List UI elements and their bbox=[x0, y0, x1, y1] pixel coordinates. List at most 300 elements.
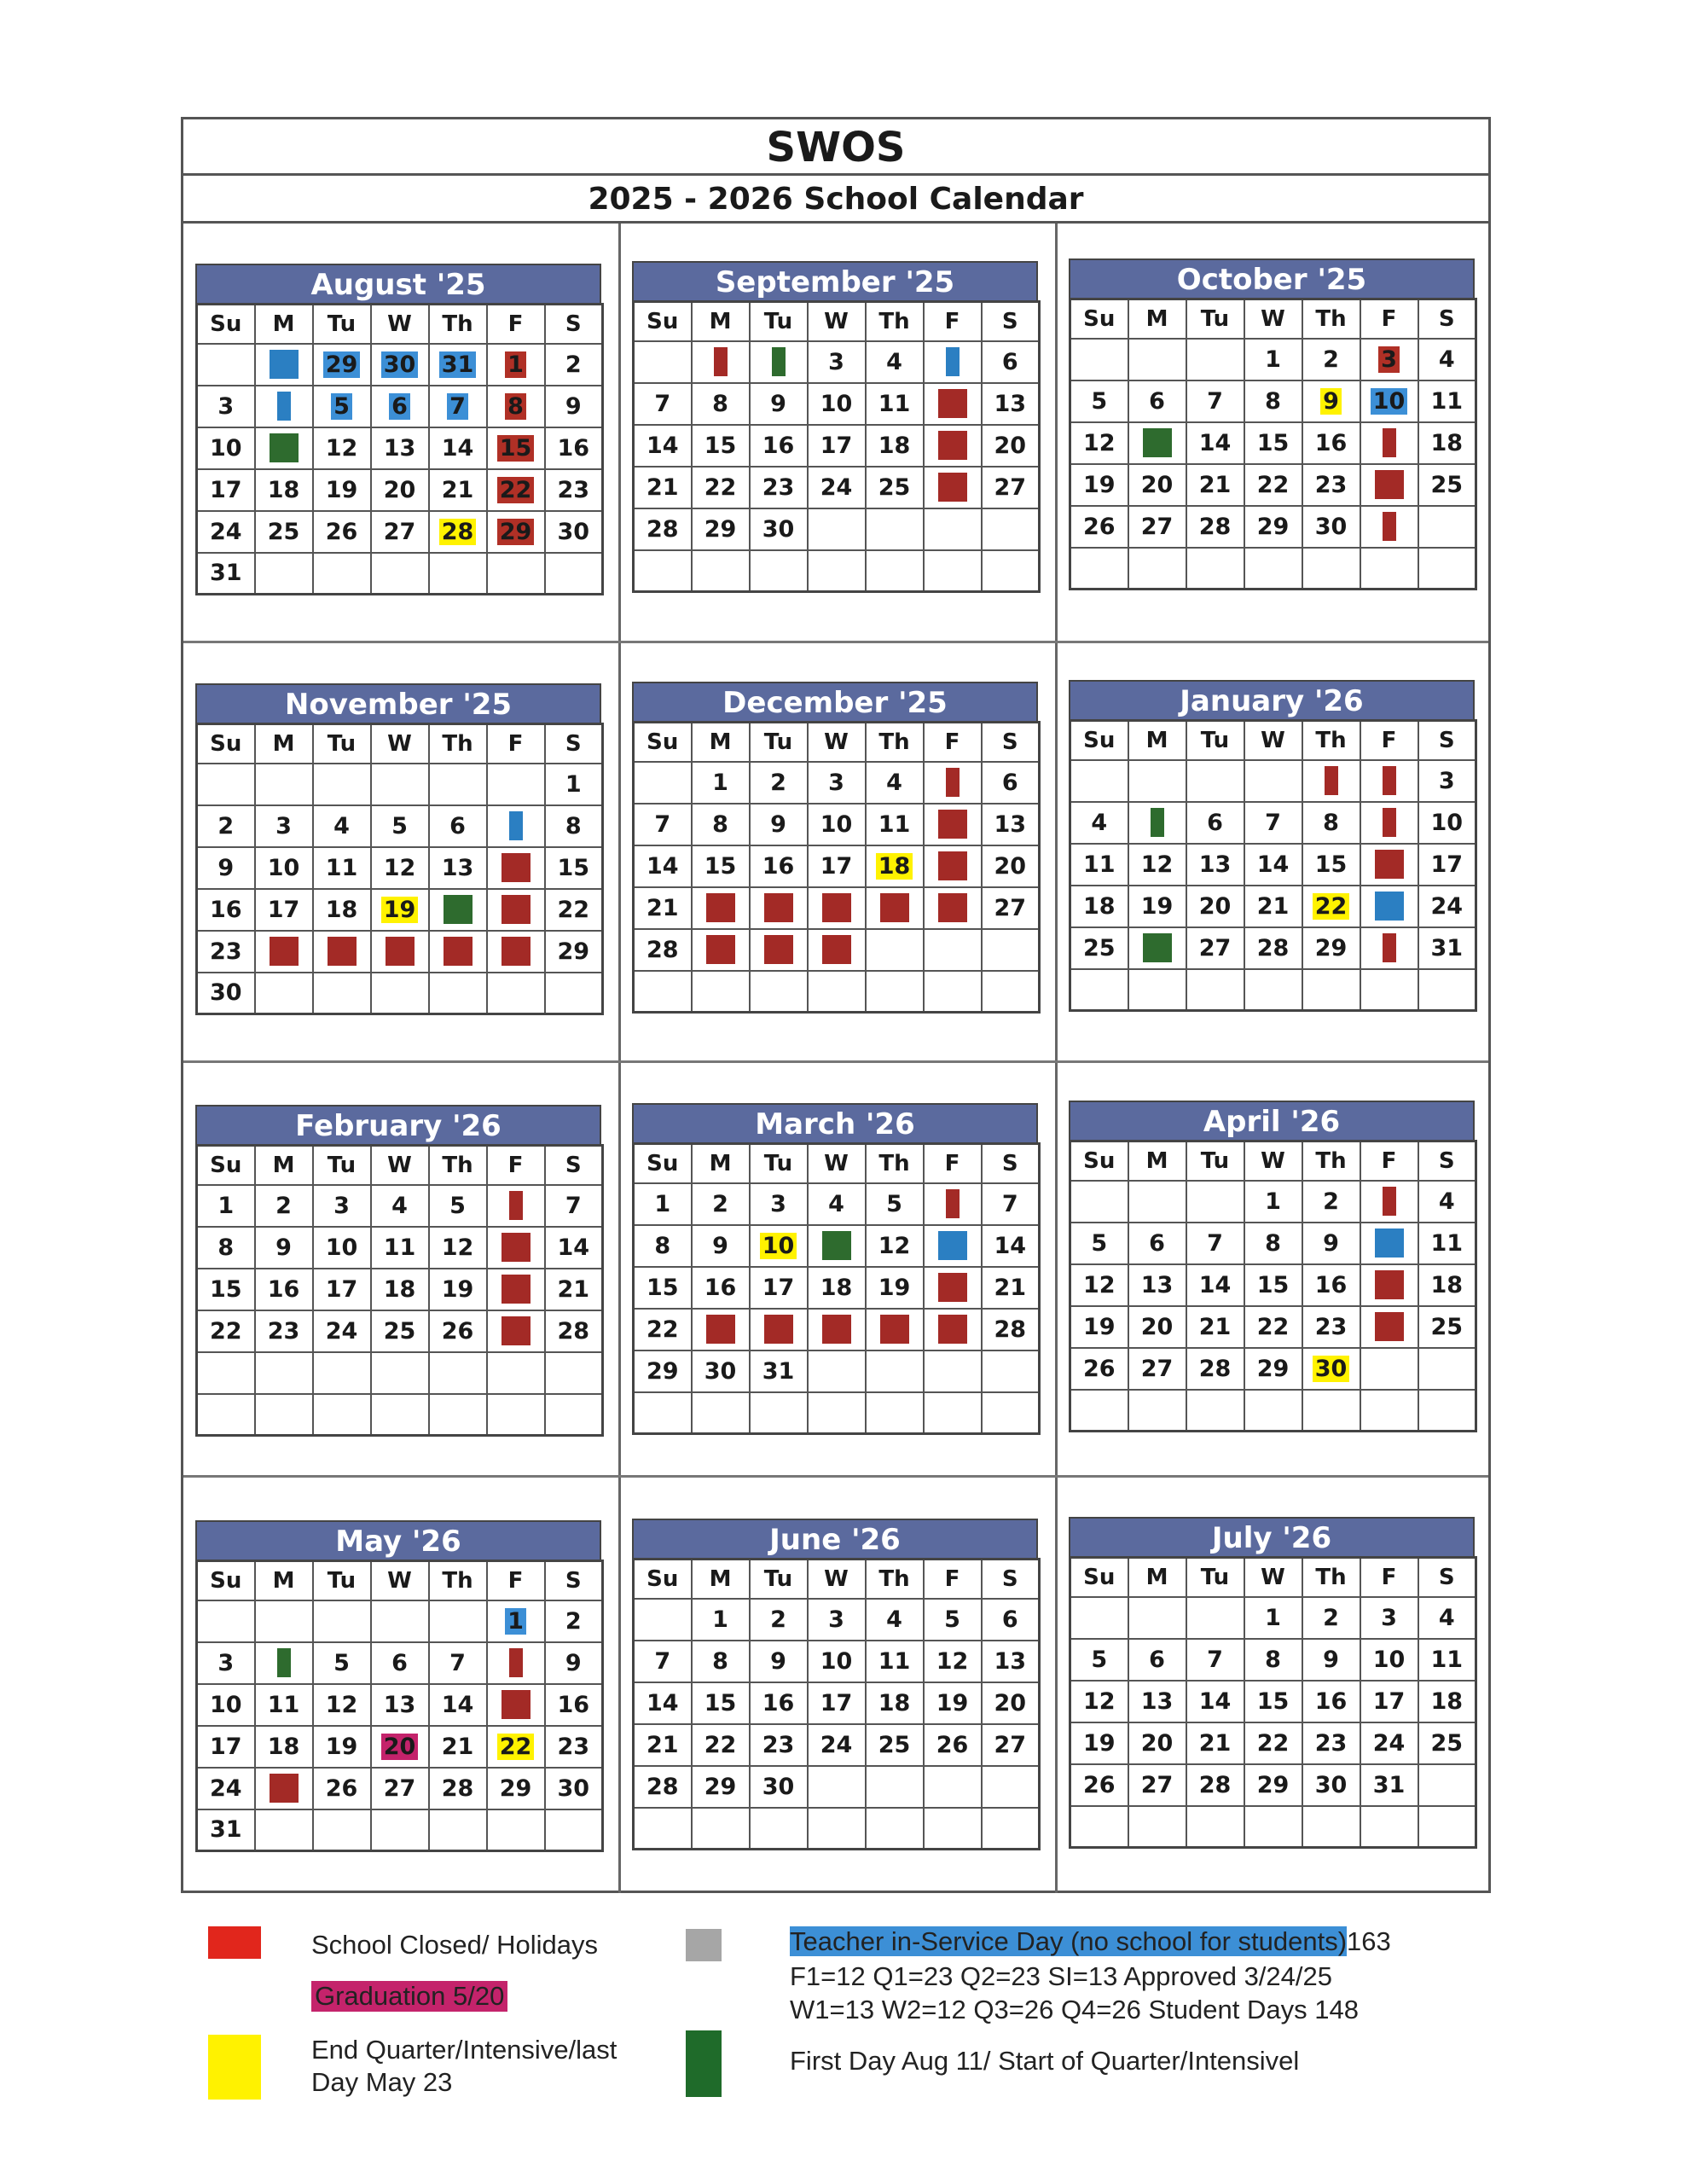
day-number: 25 bbox=[267, 518, 300, 545]
week-row bbox=[634, 550, 1040, 592]
day-cell bbox=[1360, 1264, 1418, 1306]
day-cell bbox=[808, 508, 866, 550]
day-number: 28 bbox=[1198, 513, 1232, 540]
day-number: 15 bbox=[1314, 851, 1348, 878]
day-cell bbox=[371, 1185, 429, 1227]
day-number: 31 bbox=[1430, 934, 1464, 961]
day-cell bbox=[545, 805, 603, 847]
day-number: 29 bbox=[1314, 934, 1348, 961]
weekday-header: Tu bbox=[750, 723, 808, 762]
weekday-header: Th bbox=[866, 723, 924, 762]
day-cell bbox=[634, 1766, 692, 1808]
week-row bbox=[634, 1599, 1040, 1641]
day-cell bbox=[255, 1726, 313, 1768]
day-cell bbox=[692, 762, 750, 804]
day-number: 12 bbox=[878, 1232, 911, 1259]
stats-line2: W1=13 W2=12 Q3=26 Q4=26 Student Days 148 bbox=[790, 1995, 1359, 2024]
day-number: 28 bbox=[1198, 1355, 1232, 1382]
red-sq-marker bbox=[444, 937, 473, 966]
weekday-header: F bbox=[487, 724, 545, 764]
day-cell bbox=[487, 1726, 545, 1768]
red-bar-marker bbox=[1325, 766, 1338, 795]
day-cell bbox=[1070, 506, 1128, 548]
day-cell bbox=[692, 1309, 750, 1350]
day-number: 22 bbox=[1256, 1313, 1290, 1340]
day-cell bbox=[808, 1808, 866, 1850]
day-number: 11 bbox=[1082, 851, 1116, 878]
day-cell bbox=[197, 973, 255, 1014]
day-cell bbox=[1302, 969, 1360, 1011]
day-number: 15 bbox=[209, 1275, 242, 1303]
row-divider bbox=[183, 1060, 1488, 1063]
day-cell bbox=[429, 344, 487, 386]
day-cell bbox=[313, 553, 371, 595]
day-cell bbox=[924, 804, 982, 845]
month-grid bbox=[632, 1558, 1041, 1850]
day-cell bbox=[750, 1350, 808, 1392]
weekday-header: F bbox=[487, 1561, 545, 1600]
day-cell bbox=[545, 386, 603, 427]
month-block bbox=[195, 683, 601, 1015]
day-cell bbox=[197, 469, 255, 511]
day-cell bbox=[371, 386, 429, 427]
blue-sq-marker bbox=[1375, 1228, 1404, 1258]
day-number: 3 bbox=[828, 769, 844, 796]
red-sq-marker bbox=[270, 937, 299, 966]
day-cell bbox=[197, 1684, 255, 1726]
day-number: 7 bbox=[654, 390, 671, 417]
day-number: 23 bbox=[762, 1731, 795, 1758]
day-cell bbox=[371, 764, 429, 805]
day-cell bbox=[545, 1642, 603, 1684]
day-cell bbox=[255, 1185, 313, 1227]
day-cell bbox=[545, 931, 603, 973]
day-number: 5 bbox=[331, 393, 352, 420]
weekday-header: M bbox=[255, 724, 313, 764]
day-cell bbox=[1418, 1806, 1476, 1848]
day-number: 23 bbox=[557, 476, 590, 503]
day-number: 17 bbox=[1430, 851, 1464, 878]
red-sq-marker bbox=[764, 935, 793, 964]
day-number: 13 bbox=[1140, 1687, 1174, 1715]
day-number: 20 bbox=[383, 476, 416, 503]
day-number: 11 bbox=[878, 1647, 911, 1675]
month-grid bbox=[195, 1144, 604, 1437]
red-sq-marker bbox=[386, 937, 415, 966]
day-number: 12 bbox=[1082, 1271, 1116, 1298]
week-row bbox=[1070, 464, 1476, 506]
week-row bbox=[197, 344, 603, 386]
day-number: 24 bbox=[209, 518, 242, 545]
week-row bbox=[1070, 422, 1476, 464]
weekday-header-row bbox=[197, 305, 603, 344]
day-number: 19 bbox=[381, 897, 419, 923]
day-cell bbox=[197, 847, 255, 889]
day-cell bbox=[371, 427, 429, 469]
day-cell bbox=[545, 1684, 603, 1726]
day-cell bbox=[750, 887, 808, 929]
weekday-header: F bbox=[1360, 299, 1418, 339]
day-cell bbox=[429, 1269, 487, 1310]
day-cell bbox=[487, 386, 545, 427]
week-row bbox=[634, 1225, 1040, 1267]
green-sq-marker bbox=[270, 433, 299, 462]
day-cell bbox=[924, 1225, 982, 1267]
day-cell bbox=[692, 845, 750, 887]
red-sq-marker bbox=[822, 1315, 851, 1344]
weekday-header: Tu bbox=[313, 1146, 371, 1185]
red-sq-marker bbox=[1375, 470, 1404, 499]
day-number: 30 bbox=[1314, 513, 1348, 540]
day-number: 16 bbox=[1314, 1271, 1348, 1298]
day-number: 29 bbox=[323, 351, 361, 378]
day-cell bbox=[1302, 1264, 1360, 1306]
day-cell bbox=[313, 1684, 371, 1726]
day-number: 4 bbox=[1438, 1604, 1455, 1631]
day-number: 5 bbox=[391, 812, 408, 839]
week-row bbox=[1070, 1223, 1476, 1264]
day-number: 19 bbox=[936, 1689, 969, 1716]
day-cell bbox=[750, 1309, 808, 1350]
week-row bbox=[634, 929, 1040, 971]
weekday-header: Tu bbox=[1186, 299, 1244, 339]
day-cell bbox=[255, 973, 313, 1014]
day-cell bbox=[1302, 844, 1360, 886]
day-cell bbox=[487, 847, 545, 889]
week-row bbox=[1070, 927, 1476, 969]
day-number: 3 bbox=[333, 1192, 350, 1219]
day-number: 15 bbox=[646, 1274, 679, 1301]
day-number: 14 bbox=[646, 432, 679, 459]
day-cell bbox=[197, 889, 255, 931]
day-number: 10 bbox=[1430, 809, 1464, 836]
day-number: 10 bbox=[820, 390, 853, 417]
day-cell bbox=[371, 1394, 429, 1436]
day-cell bbox=[1302, 760, 1360, 802]
day-cell bbox=[808, 1267, 866, 1309]
day-cell bbox=[1302, 506, 1360, 548]
day-cell bbox=[487, 1768, 545, 1809]
day-number: 14 bbox=[646, 852, 679, 880]
day-cell bbox=[1418, 886, 1476, 927]
day-cell bbox=[1418, 969, 1476, 1011]
day-number: 3 bbox=[1438, 767, 1455, 794]
week-row bbox=[1070, 1806, 1476, 1848]
day-cell bbox=[197, 1600, 255, 1642]
day-cell bbox=[1360, 1223, 1418, 1264]
day-number: 30 bbox=[209, 979, 242, 1007]
weekday-header: Tu bbox=[313, 724, 371, 764]
weekday-header: W bbox=[1244, 299, 1302, 339]
week-row bbox=[1070, 1722, 1476, 1764]
day-cell bbox=[982, 971, 1040, 1013]
weekday-header: Th bbox=[1302, 1558, 1360, 1597]
day-cell bbox=[808, 467, 866, 508]
day-number: 22 bbox=[646, 1316, 679, 1343]
day-cell bbox=[634, 1267, 692, 1309]
day-cell bbox=[255, 764, 313, 805]
day-number: 23 bbox=[762, 473, 795, 501]
day-cell bbox=[371, 1642, 429, 1684]
weekday-header: F bbox=[1360, 721, 1418, 760]
day-number: 26 bbox=[325, 518, 358, 545]
day-number: 17 bbox=[1372, 1687, 1406, 1715]
weekday-header: F bbox=[1360, 1141, 1418, 1181]
day-cell bbox=[808, 1682, 866, 1724]
weekday-header: Th bbox=[866, 1560, 924, 1599]
day-number: 9 bbox=[565, 1649, 582, 1676]
day-cell bbox=[1418, 464, 1476, 506]
day-cell bbox=[1128, 464, 1186, 506]
day-cell bbox=[1418, 1639, 1476, 1681]
week-row bbox=[634, 1808, 1040, 1850]
week-row bbox=[197, 847, 603, 889]
day-cell bbox=[750, 845, 808, 887]
day-number: 12 bbox=[441, 1234, 474, 1261]
weekday-header-row bbox=[634, 723, 1040, 762]
day-cell bbox=[1128, 1390, 1186, 1432]
day-number: 4 bbox=[828, 1190, 844, 1217]
day-number: 2 bbox=[275, 1192, 292, 1219]
day-cell bbox=[1360, 506, 1418, 548]
week-row bbox=[197, 553, 603, 595]
day-cell bbox=[197, 344, 255, 386]
day-cell bbox=[429, 973, 487, 1014]
day-cell bbox=[313, 386, 371, 427]
day-cell bbox=[255, 931, 313, 973]
day-number: 7 bbox=[654, 1647, 671, 1675]
day-cell bbox=[1302, 802, 1360, 844]
week-row bbox=[634, 1309, 1040, 1350]
day-number: 21 bbox=[557, 1275, 590, 1303]
weekday-header: W bbox=[371, 1561, 429, 1600]
red-sq-marker bbox=[938, 1273, 967, 1302]
day-number: 7 bbox=[1207, 387, 1223, 415]
day-cell bbox=[1244, 844, 1302, 886]
day-cell bbox=[692, 1641, 750, 1682]
day-number: 22 bbox=[704, 473, 737, 501]
day-number: 5 bbox=[1091, 1646, 1108, 1673]
day-cell bbox=[1244, 422, 1302, 464]
day-cell bbox=[982, 1808, 1040, 1850]
week-row bbox=[634, 1641, 1040, 1682]
day-cell bbox=[1418, 760, 1476, 802]
month-block bbox=[632, 1103, 1038, 1435]
weekday-header: S bbox=[545, 305, 603, 344]
red-sq-marker bbox=[938, 431, 967, 460]
week-row bbox=[197, 1642, 603, 1684]
weekday-header-row bbox=[634, 302, 1040, 341]
green-sq-marker bbox=[1143, 428, 1172, 457]
weekday-header: W bbox=[1244, 1558, 1302, 1597]
day-number: 3 bbox=[1381, 1604, 1397, 1631]
day-cell bbox=[808, 804, 866, 845]
day-cell bbox=[1070, 1681, 1128, 1722]
day-number: 21 bbox=[646, 1731, 679, 1758]
weekday-header: S bbox=[982, 723, 1040, 762]
day-cell bbox=[692, 1808, 750, 1850]
day-cell bbox=[487, 1642, 545, 1684]
day-cell bbox=[924, 1599, 982, 1641]
month-grid bbox=[195, 303, 604, 595]
day-cell bbox=[255, 427, 313, 469]
red-sq-marker bbox=[502, 853, 531, 882]
day-cell bbox=[634, 425, 692, 467]
day-cell bbox=[487, 553, 545, 595]
day-number: 11 bbox=[325, 854, 358, 881]
week-row bbox=[1070, 1306, 1476, 1348]
day-cell bbox=[313, 847, 371, 889]
day-cell bbox=[197, 1185, 255, 1227]
day-number: 14 bbox=[1198, 1687, 1232, 1715]
weekday-header-row bbox=[1070, 721, 1476, 760]
day-cell bbox=[429, 764, 487, 805]
day-cell bbox=[1186, 422, 1244, 464]
day-cell bbox=[982, 845, 1040, 887]
day-cell bbox=[1186, 760, 1244, 802]
day-cell bbox=[429, 1227, 487, 1269]
day-number: 28 bbox=[1198, 1771, 1232, 1798]
day-cell bbox=[1302, 1722, 1360, 1764]
day-cell bbox=[982, 762, 1040, 804]
day-cell bbox=[866, 341, 924, 383]
day-number: 19 bbox=[878, 1274, 911, 1301]
day-cell bbox=[487, 889, 545, 931]
day-number: 18 bbox=[1430, 1271, 1464, 1298]
month-title: February '26 bbox=[195, 1105, 601, 1144]
day-number: 10 bbox=[209, 1691, 242, 1718]
day-number: 28 bbox=[439, 519, 477, 545]
day-number: 1 bbox=[565, 770, 582, 798]
day-cell bbox=[924, 467, 982, 508]
green-bar-marker bbox=[1151, 808, 1164, 837]
day-cell bbox=[1360, 969, 1418, 1011]
day-cell bbox=[982, 425, 1040, 467]
day-cell bbox=[924, 1724, 982, 1766]
day-number: 13 bbox=[383, 1691, 416, 1718]
green-sq-marker bbox=[444, 895, 473, 924]
day-cell bbox=[429, 386, 487, 427]
day-number: 11 bbox=[383, 1234, 416, 1261]
day-number: 29 bbox=[557, 938, 590, 965]
day-cell bbox=[866, 1309, 924, 1350]
day-cell bbox=[1128, 1722, 1186, 1764]
day-number: 28 bbox=[646, 936, 679, 963]
day-cell bbox=[197, 1726, 255, 1768]
day-cell bbox=[1186, 1639, 1244, 1681]
day-cell bbox=[866, 929, 924, 971]
day-cell bbox=[750, 1682, 808, 1724]
day-cell bbox=[197, 1269, 255, 1310]
day-number: 2 bbox=[217, 812, 235, 839]
day-cell bbox=[692, 929, 750, 971]
weekday-header: Su bbox=[634, 1560, 692, 1599]
day-cell bbox=[634, 1392, 692, 1434]
day-cell bbox=[197, 386, 255, 427]
day-cell bbox=[1070, 1722, 1128, 1764]
day-number: 9 bbox=[770, 810, 786, 838]
day-cell bbox=[313, 427, 371, 469]
week-row bbox=[197, 973, 603, 1014]
day-cell bbox=[1418, 1722, 1476, 1764]
end-quarter-label-line1: End Quarter/Intensive/last bbox=[311, 2035, 617, 2065]
week-row bbox=[634, 1766, 1040, 1808]
day-cell bbox=[1070, 1806, 1128, 1848]
weekday-header-row bbox=[197, 724, 603, 764]
day-number: 22 bbox=[557, 896, 590, 923]
day-number: 2 bbox=[1323, 346, 1339, 373]
day-number: 11 bbox=[1430, 387, 1464, 415]
day-cell bbox=[1302, 464, 1360, 506]
red-bar-marker bbox=[509, 1191, 523, 1220]
day-number: 12 bbox=[325, 1691, 358, 1718]
day-number: 3 bbox=[217, 1649, 235, 1676]
day-cell bbox=[429, 1768, 487, 1809]
day-number: 14 bbox=[557, 1234, 590, 1261]
day-cell bbox=[1186, 1181, 1244, 1223]
day-cell bbox=[924, 1309, 982, 1350]
day-number: 10 bbox=[267, 854, 300, 881]
day-cell bbox=[634, 1641, 692, 1682]
day-cell bbox=[1186, 927, 1244, 969]
red-sq-marker bbox=[1375, 850, 1404, 879]
day-cell bbox=[429, 1394, 487, 1436]
day-number: 26 bbox=[1082, 1355, 1116, 1382]
weekday-header: W bbox=[808, 1144, 866, 1183]
month-grid bbox=[632, 1142, 1041, 1435]
day-number: 5 bbox=[449, 1192, 466, 1219]
day-cell bbox=[371, 805, 429, 847]
day-cell bbox=[634, 383, 692, 425]
weekday-header: Th bbox=[1302, 1141, 1360, 1181]
week-row bbox=[634, 1682, 1040, 1724]
day-number: 29 bbox=[1256, 513, 1290, 540]
month-title: July '26 bbox=[1069, 1517, 1475, 1556]
red-sq-marker bbox=[938, 1315, 967, 1344]
day-number: 22 bbox=[497, 1734, 535, 1760]
day-cell bbox=[1360, 1806, 1418, 1848]
day-cell bbox=[545, 1600, 603, 1642]
day-cell bbox=[982, 1267, 1040, 1309]
day-number: 20 bbox=[994, 432, 1027, 459]
day-cell bbox=[866, 1599, 924, 1641]
week-row bbox=[1070, 760, 1476, 802]
month-title: January '26 bbox=[1069, 680, 1475, 719]
day-cell bbox=[1360, 1306, 1418, 1348]
day-number: 18 bbox=[1082, 892, 1116, 920]
day-number: 12 bbox=[383, 854, 416, 881]
day-cell bbox=[924, 1682, 982, 1724]
red-sq-marker bbox=[502, 1275, 531, 1304]
day-cell bbox=[197, 931, 255, 973]
day-cell bbox=[1302, 380, 1360, 422]
month-grid bbox=[195, 1560, 604, 1852]
day-cell bbox=[1186, 339, 1244, 380]
day-cell bbox=[1070, 1181, 1128, 1223]
day-cell bbox=[1186, 1681, 1244, 1722]
day-cell bbox=[371, 973, 429, 1014]
day-cell bbox=[313, 805, 371, 847]
day-number: 28 bbox=[557, 1317, 590, 1345]
day-number: 7 bbox=[654, 810, 671, 838]
day-cell bbox=[255, 1600, 313, 1642]
day-cell bbox=[750, 508, 808, 550]
day-number: 18 bbox=[878, 432, 911, 459]
day-cell bbox=[1128, 1223, 1186, 1264]
day-number: 21 bbox=[1256, 892, 1290, 920]
day-number: 25 bbox=[1430, 471, 1464, 498]
day-cell bbox=[1128, 380, 1186, 422]
